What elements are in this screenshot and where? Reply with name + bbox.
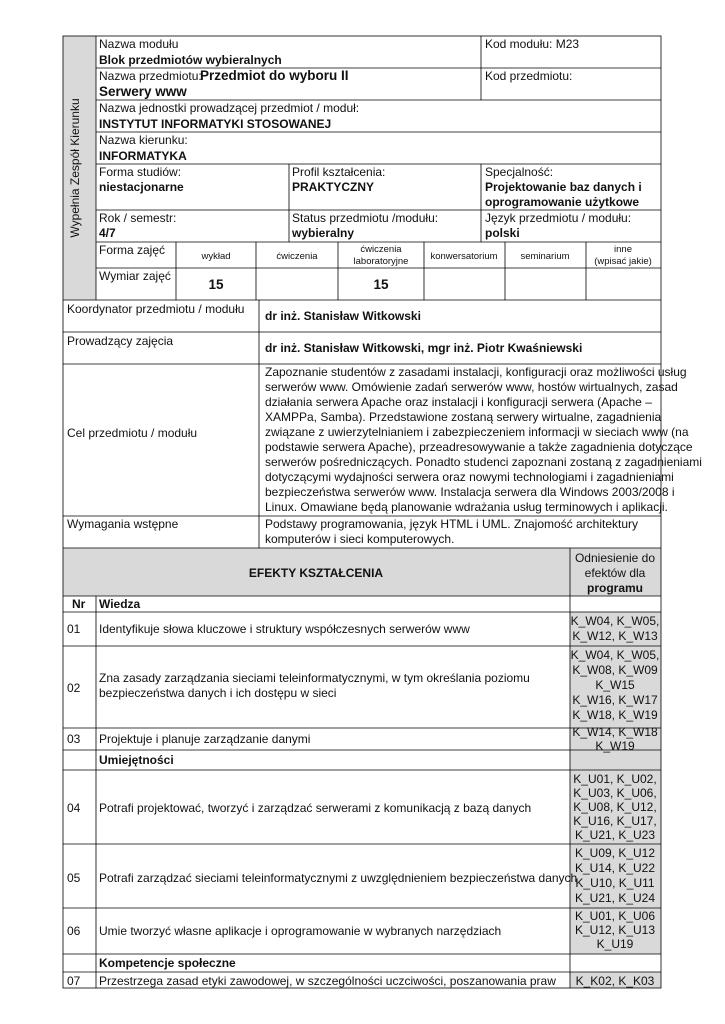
nr-header: Nr [72,597,86,611]
effect-ref: K_K02, K_K03 [575,974,655,988]
other-header-1: inne [614,244,632,255]
profile-value: PRAKTYCZNY [292,180,375,194]
field-value: INFORMATYKA [99,149,187,163]
lecturer-value: dr inż. Stanisław Witkowski, mgr inż. Piotr Kwaśniewski [265,341,583,355]
effect-ref: K_W19 [595,739,635,753]
effect-text: Przestrzega zasad etyki zawodowej, w szczególności uczciwości, poszanowania praw [99,974,556,988]
effect-ref: K_W18, K_W19 [572,708,658,722]
lecture-header: wykład [201,251,231,262]
goal-line: serwerów www. Omówienie zadań serwerów www, hostów wirtualnych, zasad [265,380,678,394]
effect-ref: K_U03, K_U06, [573,786,657,800]
study-form-label: Forma studiów: [99,165,182,179]
effect-ref: K_U08, K_U12, [573,800,657,814]
goal-line: związane z uwierzytelnianiem i zabezpieczeniem informacji w sieciach www (na [265,425,689,439]
effects-title: EFEKTY KSZTAŁCENIA [248,566,384,580]
specialty-value-2: oprogramowanie użytkowe [485,195,640,209]
goal-line: podstawie serwera Apache), przeadresowywanie a także zagadnienia dotyczące [265,440,693,454]
goal-line: XAMPPa, Samba). Przedstawione zostaną serwery wirtualne, zagadnienia [265,410,662,424]
effect-nr: 02 [67,681,81,695]
effect-ref: K_W04, K_W05, [570,614,660,628]
effect-ref: K_U19 [596,937,634,951]
effect-ref: K_U01, K_U06 [574,909,656,923]
effect-ref: K_W16, K_W17 [572,693,658,707]
lecturer-label: Prowadzący zajęcia [67,334,174,348]
side-label: Wypełnia Zespół Kierunku [68,98,82,238]
effect-nr: 05 [67,871,81,885]
study-form-value: niestacjonarne [99,180,184,194]
effect-ref: K_U21, K_U23 [574,828,656,842]
effect-text: Umie tworzyć własne aplikacje i oprogramowanie w wybranych narzędziach [99,924,502,938]
reference-header-2: efektów dla [584,566,646,580]
effect-ref: K_U14, K_U22 [574,861,656,875]
status-label: Status przedmiotu /modułu: [292,211,439,225]
subject-code: Kod przedmiotu: [485,69,573,83]
module-name-value: Blok przedmiotów wybieralnych [99,53,282,67]
goal-text [265,365,702,514]
unit-label: Nazwa jednostki prowadzącej przedmiot / moduł: [99,101,360,115]
subject-name-label: Nazwa przedmiotu: [99,69,202,83]
effect-text: Projektuje i planuje zarządzanie danymi [99,732,311,746]
other-header-2: (wpisać jakie) [594,256,652,267]
effect-ref: K_W14, K_W18 [572,725,658,739]
effect-nr: 01 [67,622,81,636]
goal-label: Cel przedmiotu / modułu [67,426,198,440]
seminar-header: seminarium [520,251,570,262]
module-name-label: Nazwa modułu [99,37,179,51]
effect-text: Potrafi zarządzać sieciami teleinformatycznymi z uwzględnieniem bezpieczeństwa danych [99,871,578,885]
effect-text: Zna zasady zarządzania sieciami teleinformatycznymi, w tym określania poziomu [99,671,530,685]
goal-line: bezpieczeństwa serwerów www. Instalacja serwera dla Windows 2003/2008 i [265,485,675,499]
reference-header-1: Odniesienie do [574,551,656,565]
effect-ref: K_U16, K_U17, [573,814,657,828]
requirements-line-1: Podstawy programowania, język HTML i UML. Znajomość architektury [265,517,639,531]
conversatory-header: konwersatorium [430,251,498,262]
effect-ref: K_U12, K_U13 [574,923,656,937]
specialty-label: Specjalność: [485,165,554,179]
hours-label: Wymiar zajęć [99,269,171,283]
effect-ref: K_U09, K_U12 [574,846,656,860]
goal-line: Linux. Omawiane będą planowanie wdrażania usług terminowych i aplikacji. [265,500,668,514]
language-value: polski [485,226,520,240]
effect-ref: K_W04, K_W05, [570,648,660,662]
lecture-hours: 15 [208,277,224,292]
effect-nr: 03 [67,732,81,746]
coordinator-value: dr inż. Stanisław Witkowski [265,309,421,323]
effect-text: Potrafi projektować, tworzyć i zarządzać serwerami z komunikacją z bazą danych [99,801,532,815]
effect-nr: 06 [67,924,81,938]
effect-ref: K_W08, K_W09 [572,663,658,677]
class-form-label: Forma zajęć [99,243,166,257]
effect-ref: K_U21, K_U24 [574,891,656,905]
year-label: Rok / semestr: [99,211,177,225]
effect-text: Identyfikuje słowa kluczowe i struktury współczesnych serwerów www [99,622,470,636]
subject-name-value-2: Serwery www [99,84,187,99]
module-code: Kod modułu: M23 [485,37,580,51]
year-value: 4/7 [99,226,116,240]
effect-ref: K_U10, K_U11 [575,876,655,890]
competences-header: Kompetencje społeczne [99,956,236,970]
goal-line: działania serwera Apache oraz instalacji i konfiguracji serwera (Apache – [265,395,652,409]
goal-line: dotyczącymi wydajności serwera oraz nowymi technologiami i zagadnieniami [265,470,674,484]
goal-line: serwerów pośredniczących. Ponadto studenci zapoznani zostaną z zagadnieniami [265,455,702,469]
goal-line: Zapoznanie studentów z zasadami instalacji, konfiguracji oraz możliwości usług [265,365,687,379]
unit-value: INSTYTUT INFORMATYKI STOSOWANEJ [99,117,332,131]
effect-nr: 04 [67,801,81,815]
lab-hours: 15 [373,277,389,292]
profile-label: Profil kształcenia: [292,165,386,179]
language-label: Język przedmiotu / modułu: [485,211,632,225]
lab-header-2: laboratoryjne [353,256,409,267]
exercises-header: ćwiczenia [276,251,318,262]
field-label: Nazwa kierunku: [99,133,188,147]
coordinator-label: Koordynator przedmiotu / modułu [67,302,245,316]
effect-ref: K_W15 [595,678,635,692]
reference-header-3: programu [586,581,644,595]
requirements-label: Wymagania wstępne [67,517,179,531]
effect-text-2: bezpieczeństwa danych i ich dostępu w sieci [99,686,337,700]
effect-ref: K_W12, K_W13 [572,629,658,643]
subject-name-value: Przedmiot do wyboru II [200,68,349,83]
specialty-value-1: Projektowanie baz danych i [485,180,642,194]
effect-ref: K_U01, K_U02, [573,772,657,786]
status-value: wybieralny [292,226,355,240]
requirements-line-2: komputerów i sieci komputerowych. [265,532,455,546]
effect-nr: 07 [67,974,81,988]
knowledge-header: Wiedza [99,597,141,611]
skills-header: Umiejętności [99,753,174,767]
lab-header-1: ćwiczenia [360,244,402,255]
